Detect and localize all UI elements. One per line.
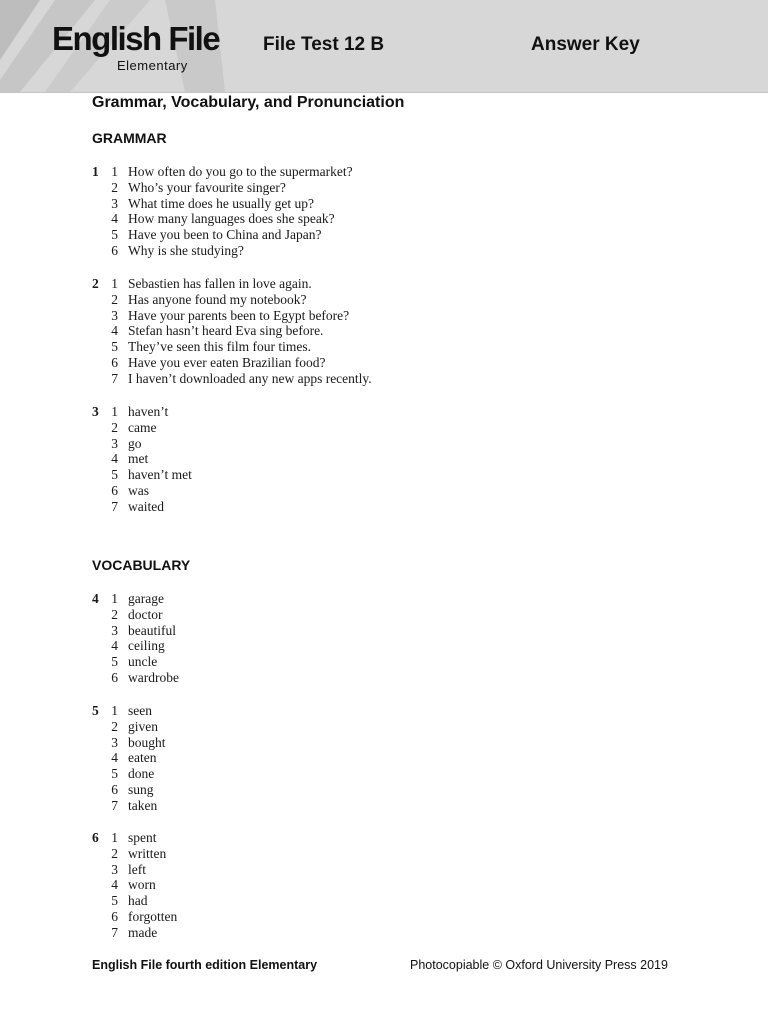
item-number: 1 [111,164,118,179]
item-number: 7 [111,797,118,813]
item-number: 5 [111,766,118,782]
item-number: 2 [111,718,118,734]
answer-text: had [128,893,148,909]
answer-text: Sebastien has fallen in love again. [128,276,312,291]
answer-text: Who’s your favourite singer? [128,179,286,195]
item-number: 6 [111,354,118,370]
item-number: 5 [111,654,118,670]
item-number: 6 [111,781,118,797]
item-number: 4 [111,750,118,766]
answer-text: I haven’t downloaded any new apps recently. [128,370,372,386]
answer-text: bought [128,734,166,750]
answer-text: Have you been to China and Japan? [128,227,322,243]
item-number: 7 [111,370,118,386]
answer-text: seen [128,703,152,718]
answer-text: ceiling [128,638,165,654]
item-number: 3 [111,435,118,451]
answer-text: eaten [128,750,157,766]
item-number: 2 [111,179,118,195]
item-number: 2 [111,606,118,622]
item-number: 7 [111,498,118,514]
item-number: 6 [111,669,118,685]
answer-text: haven’t [128,404,169,419]
answer-text: made [128,924,158,940]
item-number: 4 [111,323,118,339]
item-number: 5 [111,467,118,483]
item-number: 4 [111,877,118,893]
answer-text: They’ve seen this film four times. [128,339,311,355]
item-number: 1 [111,591,118,606]
item-number: 4 [111,638,118,654]
exercise-number: 3 [92,404,99,419]
answer-text: How many languages does she speak? [128,211,335,227]
item-number: 5 [111,339,118,355]
answer-text: garage [128,591,164,606]
item-number: 4 [111,451,118,467]
answer-text: beautiful [128,622,176,638]
item-number: 6 [111,482,118,498]
item-number: 7 [111,924,118,940]
item-number: 3 [111,734,118,750]
item-number: 3 [111,307,118,323]
answer-text: met [128,451,149,467]
answer-text: forgotten [128,908,178,924]
item-number: 1 [111,404,118,419]
page-title: Grammar, Vocabulary, and Pronunciation [92,94,405,111]
answer-text: came [128,419,157,435]
answer-text: Have your parents been to Egypt before? [128,307,350,323]
logo-subtitle: Elementary [117,58,188,73]
answer-text: sung [128,781,154,797]
answer-text: Has anyone found my notebook? [128,291,307,307]
answer-text: go [128,435,142,451]
answer-text: Have you ever eaten Brazilian food? [128,354,326,370]
item-number: 2 [111,419,118,435]
exercise-number: 6 [92,830,99,845]
answer-text: waited [128,498,164,514]
item-number: 3 [111,861,118,877]
answer-text: wardrobe [128,669,179,685]
item-number: 2 [111,291,118,307]
answer-text: Why is she studying? [128,242,244,258]
item-number: 2 [111,845,118,861]
item-number: 1 [111,276,118,291]
answer-text: spent [128,830,157,845]
answer-text: uncle [128,654,158,670]
item-number: 6 [111,908,118,924]
item-number: 4 [111,211,118,227]
footer-book-title: English File fourth edition Elementary [92,958,318,972]
answer-text: What time does he usually get up? [128,195,314,211]
section-heading-grammar: GRAMMAR [92,130,167,146]
item-number: 1 [111,703,118,718]
answer-text: was [128,482,149,498]
exercise-number: 4 [92,591,99,606]
test-title: File Test 12 B [263,34,385,55]
exercise-number: 2 [92,276,99,291]
item-number: 3 [111,622,118,638]
answer-text: Stefan hasn’t heard Eva sing before. [128,323,324,339]
exercise-number: 5 [92,703,99,718]
page-header [0,0,768,93]
answer-text: doctor [128,606,163,622]
section-heading-vocabulary: VOCABULARY [92,557,191,573]
answer-text: written [128,845,167,861]
answer-text: worn [128,877,156,893]
answer-text: How often do you go to the supermarket? [128,164,353,179]
answer-key-label: Answer Key [531,34,640,55]
exercise-number: 1 [92,164,99,179]
answer-text: given [128,718,158,734]
item-number: 1 [111,830,118,845]
item-number: 5 [111,893,118,909]
item-number: 5 [111,227,118,243]
answer-text: left [128,861,146,877]
answer-text: taken [128,797,158,813]
item-number: 6 [111,242,118,258]
answer-text: haven’t met [128,467,192,483]
logo-title: English File [52,20,220,57]
footer-copyright: Photocopiable © Oxford University Press 2019 [410,958,668,972]
item-number: 3 [111,195,118,211]
answer-text: done [128,766,155,782]
